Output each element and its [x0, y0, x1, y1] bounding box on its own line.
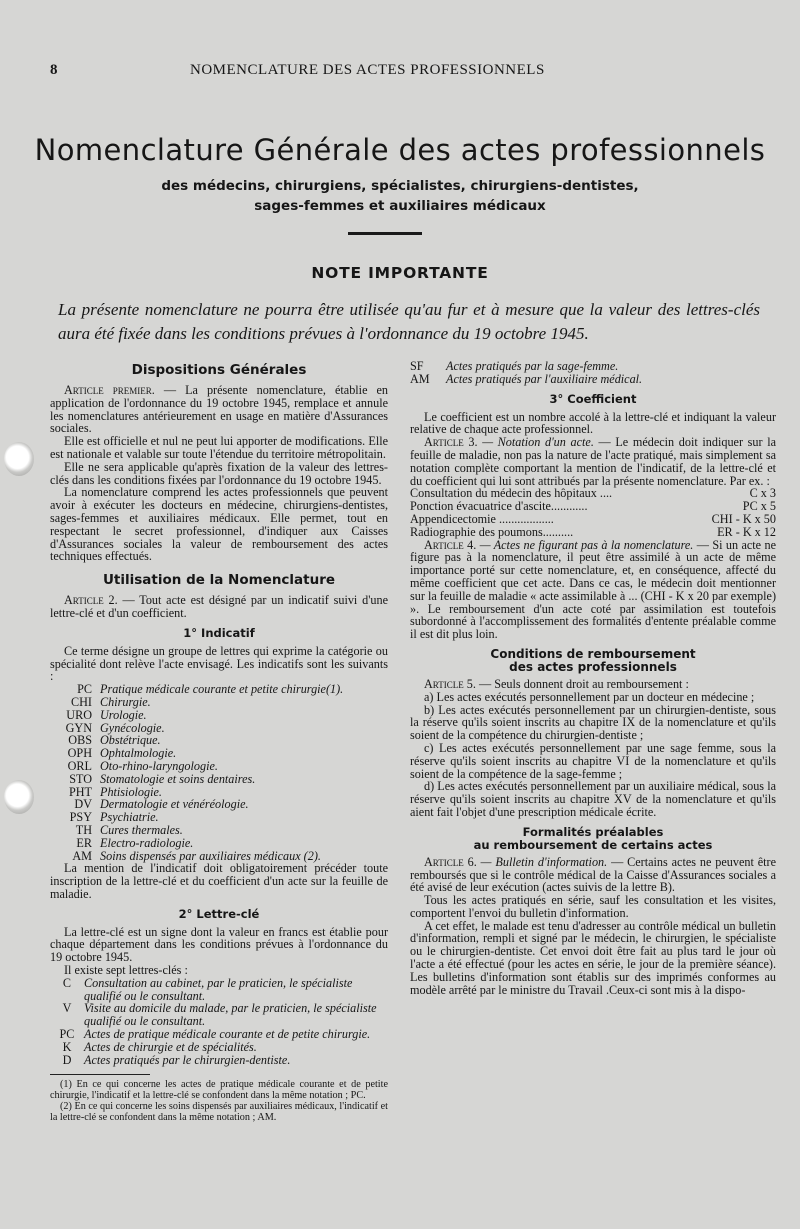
example-notation: CHI - K x 50: [711, 511, 776, 526]
article-label: Article 5.: [424, 676, 476, 691]
example-label: Consultation du médecin des hôpitaux ....: [410, 486, 613, 501]
article-title: — Notation d'un acte.: [477, 435, 594, 450]
paragraph: Ce terme désigne un groupe de lettres qui exprime la catégorie ou spécialité dont relève l'acte envisagé. Les indicatifs sont les suivants :: [50, 643, 388, 684]
code: PSY: [69, 810, 92, 825]
code-label: Gynécologie.: [100, 720, 165, 735]
code-label: Actes de chirurgie et de spécialités.: [84, 1039, 257, 1054]
paragraph: La nomenclature comprend les actes professionnels que peuvent avoir à exécuter les docteurs en médecine, chirurgiens-dentistes, sages-femmes et auxiliaires médicaux. Elle permet, tout en respectant le secret professionnel, d'indiquer aux Caisses d'Assurances sociales la valeur de remboursement des actes techniques effectués.: [50, 485, 388, 564]
page-number: 8: [50, 62, 58, 78]
subsection-heading: 1° Indicatif: [183, 625, 255, 640]
example-notation: ER - K x 12: [717, 524, 776, 539]
list-item: [50, 824, 388, 837]
code: V: [62, 1001, 72, 1016]
lettre-cle-list: [50, 977, 388, 1067]
article-6: [410, 856, 776, 894]
code: ER: [76, 835, 92, 850]
heading-line: Conditions de remboursement: [490, 646, 696, 661]
code: AM: [72, 848, 92, 863]
code-label: Phtisiologie.: [100, 784, 162, 799]
examples-list: [410, 487, 776, 538]
code: CHI: [71, 694, 92, 709]
code-label: Dermatologie et vénéréologie.: [100, 797, 249, 812]
article-label: Article premier.: [64, 383, 155, 397]
subtitle-line: des médecins, chirurgiens, spécialistes, chirurgiens-dentistes,: [161, 178, 639, 194]
binder-hole: [4, 780, 34, 814]
article-label: Article 3.: [424, 435, 478, 450]
paragraph: A cet effet, le malade est tenu d'adresser au contrôle médical un bulletin d'information, rempli et signé par le médecin, le chirurgien, le spécialiste ou le chirurgien-dentiste. Cet envoi doit être fait au plus tard le jour où l'acte a été effectué (pour les actes en série, le jour de la première séance). Les bulletins d'information sont établis sur des imprimés conformes au modèle arrêté par le ministre du Travail .Ceux-ci sont mis à la dispo-: [410, 918, 776, 997]
running-header: [0, 62, 800, 82]
code-label: Visite au domicile du malade, par le praticien, le spécialiste qualifié ou le consultant.: [84, 1001, 377, 1029]
list-item: [50, 696, 388, 709]
document-subtitle: [0, 176, 800, 216]
list-item: a) Les actes exécutés personnellement par un docteur en médecine ;: [424, 689, 755, 704]
example-row: [410, 513, 776, 526]
article-text: — Si un acte ne figure pas à la nomenclature, il peut être assimilé à un acte de même importance porté sur cette nomenclature, et, en conséquence, affecté du même coefficient que cet acte. Dans ce cas, le médecin doit mentionner sur la feuille de maladie « acte assimilable à ... (CHI - K x 20 par exemple) ». Le remboursement d'un acte coté par assimilation est toutefois subordonné à l'accomplissement des formalités d'entente préalable comme il est dit plus loin.: [410, 537, 776, 642]
paragraph: Tous les actes pratiqués en série, sauf les consultation et les visites, comportent l'envoi du bulletin d'information.: [410, 893, 776, 920]
footnote: (1) En ce qui concerne les actes de pratique médicale courante et de petite chirurgie, l'indicatif et la lettre-clé se confondent dans la même notation ; PC.: [50, 1079, 388, 1102]
code: PHT: [68, 784, 92, 799]
list-item: [50, 1041, 388, 1054]
paragraph: Elle ne sera applicable qu'après fixation de la valeur des lettres-clés dans les conditions fixées par l'ordonnance du 19 octobre 1945.: [50, 459, 388, 487]
code: K: [62, 1039, 72, 1054]
code: TH: [75, 822, 92, 837]
binder-hole: [4, 442, 34, 476]
list-item: [50, 747, 388, 760]
right-column: [410, 360, 776, 996]
code-label: Actes pratiqués par la sage-femme.: [446, 359, 619, 373]
subsection-heading: 2° Lettre-clé: [178, 906, 260, 921]
code-label: Obstétrique.: [100, 733, 161, 748]
paragraph: Le coefficient est un nombre accolé à la lettre-clé et indiquant la valeur relative de chaque acte professionnel.: [410, 409, 776, 437]
title-rule: [348, 232, 422, 235]
example-label: Radiographie des poumons..........: [410, 524, 574, 539]
heading-line: au remboursement de certains actes: [473, 837, 713, 852]
list-item: [410, 373, 776, 386]
code-label: Ophtalmologie.: [100, 746, 177, 761]
heading-line: des actes professionnels: [509, 659, 677, 674]
list-item: d) Les actes exécutés personnellement par un auxiliaire médical, sous la réserve qu'ils soient inscrits au chapitre XV de la nomenclature et qu'ils aient fait l'objet d'une prescription médicale écrite.: [410, 779, 776, 819]
code-label: Soins dispensés par auxiliaires médicaux (2).: [100, 848, 321, 863]
code-label: Psychiatrie.: [100, 810, 159, 825]
article-1: [50, 384, 388, 435]
example-notation: C x 3: [749, 486, 776, 501]
article-5: [410, 678, 776, 691]
list-item: b) Les actes exécutés personnellement par un chirurgien-dentiste, sous la réserve qu'ils soient inscrits au chapitre IX de la nomenclature et qu'ils soient de la compétence du chirurgien-dentiste ;: [410, 702, 776, 743]
code-label: Actes de pratique médicale courante et de petite chirurgie.: [84, 1027, 371, 1042]
example-label: Appendicectomie ..................: [410, 511, 554, 526]
article-text: — Seuls donnent droit au remboursement :: [475, 676, 689, 691]
code-label: Stomatologie et soins dentaires.: [100, 771, 256, 786]
code: GYN: [65, 720, 92, 735]
list-item: c) Les actes exécutés personnellement par une sage femme, sous la réserve qu'ils soient inscrits au chapitre VI de la nomenclature et qu'ils soient de la compétence de la sage-femme ;: [410, 740, 776, 781]
code: URO: [66, 707, 92, 722]
article-text: — Tout acte est désigné par un indicatif suivi d'une lettre-clé et d'un coefficient.: [50, 593, 388, 620]
code: PC: [77, 682, 92, 697]
left-column: [50, 358, 388, 1123]
example-notation: PC x 5: [742, 499, 776, 514]
list-item: [50, 709, 388, 722]
list-item: [50, 977, 388, 1003]
code: ORL: [67, 758, 92, 773]
article-label: Article 4.: [424, 537, 477, 552]
heading-line: Formalités préalables: [522, 824, 664, 839]
example-label: Ponction évacuatrice d'ascite............: [410, 499, 588, 514]
section-heading: [410, 826, 776, 852]
code: C: [62, 975, 72, 990]
code-label: Actes pratiqués par l'auxiliaire médical.: [446, 371, 643, 386]
section-heading: [410, 648, 776, 674]
list-item: [50, 811, 388, 824]
paragraph: Elle est officielle et nul ne peut lui apporter de modifications. Elle est nationale et valable sur toute l'étendue du territoire métropolitain.: [50, 434, 388, 461]
article-2: [50, 594, 388, 620]
article-title: — Bulletin d'information.: [476, 854, 608, 869]
subtitle-line: sages-femmes et auxiliaires médicaux: [254, 198, 546, 214]
code: D: [62, 1052, 72, 1067]
article-label: Article 6.: [424, 854, 477, 869]
subsection-heading: 3° Coefficient: [549, 391, 637, 406]
code-label: Chirurgie.: [100, 694, 151, 709]
list-item: [50, 1054, 388, 1067]
list-item: [410, 360, 776, 373]
section-heading: Dispositions Générales: [131, 362, 307, 378]
article-title: — Actes ne figurant pas à la nomenclature.: [476, 537, 694, 552]
code: AM: [410, 371, 430, 386]
code-label: Consultation au cabinet, par le praticien, le spécialiste qualifié ou le consultant.: [84, 975, 353, 1003]
code: OBS: [68, 733, 92, 748]
code: STO: [69, 771, 92, 786]
code: PC: [59, 1027, 75, 1042]
list-item: [50, 837, 388, 850]
sf-list: [410, 360, 776, 386]
article-text: — Le médecin doit indiquer sur la feuille de maladie, non pas la nature de l'acte pratiqué, mais simplement sa notation complète comportant la mention de l'indicatif, de la lettre-clé et du coefficient qui lui sont attribués par la présente nomenclature. Par ex. :: [410, 435, 776, 488]
code-label: Cures thermales.: [100, 822, 183, 837]
paragraph: Il existe sept lettres-clés :: [64, 963, 188, 978]
paragraph: La lettre-clé est un signe dont la valeur en francs est établie pour chaque département dans les conditions prévues à l'ordonnance du 19 octobre 1945.: [50, 924, 388, 965]
list-item: [50, 773, 388, 786]
intro-paragraph: La présente nomenclature ne pourra être utilisée qu'au fur et à mesure que la valeur des lettres-clés aura été fixée dans les conditions prévues à l'ordonnance du 19 octobre 1945.: [58, 300, 760, 343]
code-label: Electro-radiologie.: [100, 835, 194, 850]
running-title: NOMENCLATURE DES ACTES PROFESSIONNELS: [190, 62, 545, 78]
article-4: [410, 539, 776, 641]
code-label: Actes pratiqués par le chirurgien-dentiste.: [84, 1052, 291, 1067]
article-3: [410, 436, 776, 487]
list-item: [50, 1028, 388, 1041]
code: DV: [74, 797, 92, 812]
code: OPH: [67, 746, 92, 761]
code: SF: [410, 359, 424, 373]
code-label: Oto-rhino-laryngologie.: [100, 758, 218, 773]
code-label: Urologie.: [100, 707, 147, 722]
article-label: Article 2.: [64, 593, 118, 608]
list-item: [50, 760, 388, 773]
code-label: Pratique médicale courante et petite chirurgie(1).: [100, 682, 344, 697]
paragraph: La mention de l'indicatif doit obligatoirement précéder toute inscription de la lettre-clé et du coefficient d'un acte sur la feuille de maladie.: [50, 861, 388, 901]
article-text: — Certains actes ne peuvent être remboursés que si le contrôle médical de la Caisse d'Assurances sociales a été avisé de leur exécution (actes suivis de la lettre B).: [410, 854, 776, 895]
article-text: — La présente nomenclature, établie en application de l'ordonnance du 19 octobre 1945, remplace et annule les nomenclatures antérieurement en usage en matière d'Assurances sociales.: [50, 383, 389, 436]
footnote: (2) En ce qui concerne les soins dispensés par auxiliaires médicaux, l'indicatif et la lettre-clé se confondent dans la même notation ; AM.: [50, 1101, 388, 1124]
note-heading: NOTE IMPORTANTE: [311, 264, 489, 282]
list-item: [50, 1002, 388, 1028]
section-heading: Utilisation de la Nomenclature: [102, 572, 336, 589]
footnote-rule: [50, 1074, 150, 1075]
indicatif-list: [50, 683, 388, 862]
document-title: Nomenclature Générale des actes professionnels: [34, 133, 766, 167]
